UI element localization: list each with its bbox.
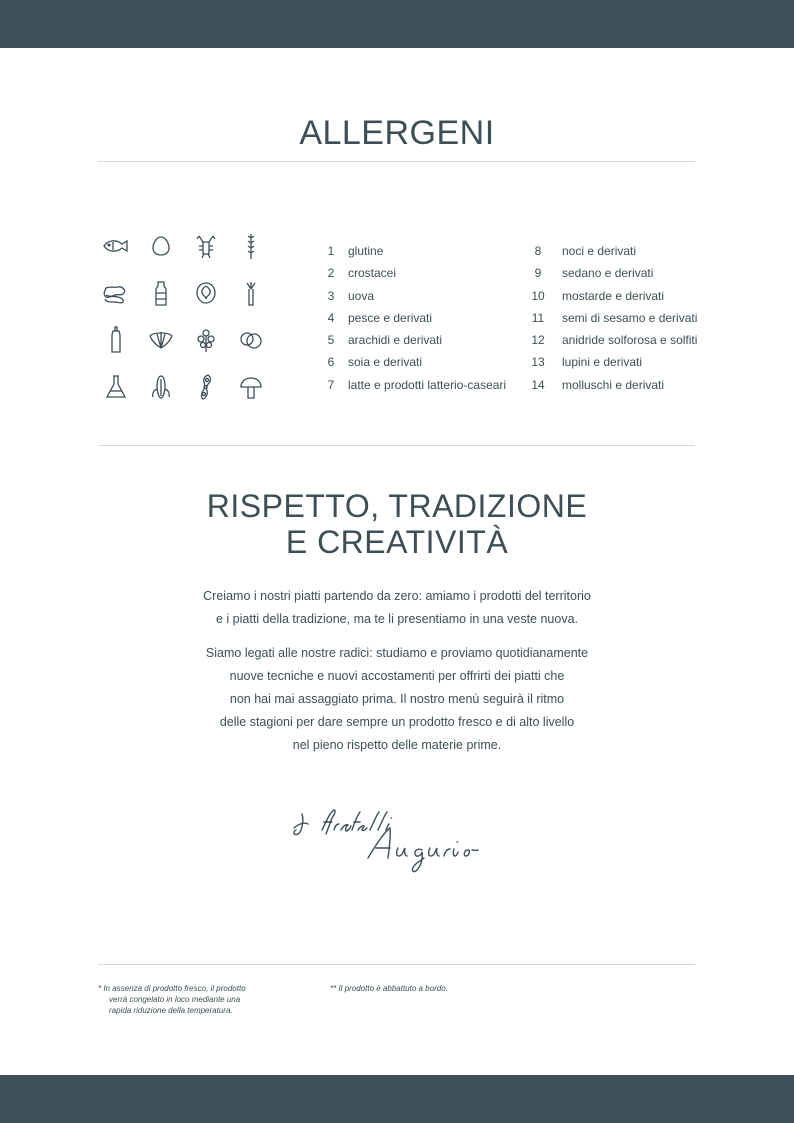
- allergens-title: ALLERGENI: [299, 114, 495, 152]
- divider: [98, 161, 695, 162]
- allergen-number: 6: [327, 355, 335, 370]
- allergen-number: 1: [327, 244, 335, 258]
- wheat-icon: [233, 228, 269, 264]
- allergen-number: 4: [327, 310, 335, 325]
- footnote-1: [98, 983, 288, 1016]
- allergen-list-item: [320, 374, 520, 396]
- allergen-label: soia e derivati: [348, 355, 423, 370]
- crustacean-icon: [188, 228, 224, 264]
- allergen-number: 14: [531, 377, 545, 392]
- allergen-label: latte e prodotti latterio-caseari: [348, 377, 507, 392]
- paragraph-line: Siamo legati alle nostre radici: studiamo e proviamo quotidianamente: [205, 646, 589, 660]
- signature: [288, 800, 508, 880]
- milk-bottle-icon: [143, 275, 179, 311]
- sesame-icon: [233, 322, 269, 358]
- allergen-label: uova: [348, 288, 375, 303]
- allergen-list-item: [320, 262, 520, 284]
- allergen-list-item: [320, 351, 520, 373]
- walnut-icon: [188, 275, 224, 311]
- corn-icon: [143, 369, 179, 405]
- celery-icon: [233, 275, 269, 311]
- allergen-label: pesce e derivati: [348, 310, 433, 325]
- allergen-number: 12: [531, 333, 545, 348]
- allergen-label: semi di sesamo e derivati: [562, 310, 698, 325]
- allergen-list-item: [527, 262, 697, 284]
- allergen-number: 9: [534, 266, 542, 281]
- allergen-label: molluschi e derivati: [562, 377, 665, 392]
- allergen-label: anidride solforosa e solfiti: [562, 333, 698, 348]
- allergen-label: noci e derivati: [562, 244, 637, 258]
- footnote-line: * In assenza di prodotto fresco, il prodotto: [98, 984, 246, 993]
- paragraph-line: e i piatti della tradizione, ma te li presentiamo in una veste nuova.: [215, 612, 578, 626]
- allergen-list-item: [527, 240, 697, 262]
- allergen-number: 3: [327, 288, 335, 303]
- allergen-list-item: [320, 285, 520, 307]
- allergen-number: 7: [327, 377, 335, 392]
- allergen-label: crostacei: [348, 266, 397, 281]
- intro-title-line: RISPETTO, TRADIZIONE: [206, 488, 588, 524]
- allergen-number: 11: [531, 310, 545, 325]
- paragraph-line: nuove tecniche e nuovi accostamenti per offrirti dei piatti che: [229, 669, 565, 683]
- footnote-line: rapida riduzione della temperatura.: [109, 1006, 233, 1015]
- allergen-number: 5: [327, 333, 335, 348]
- intro-paragraph-2: [0, 642, 794, 757]
- allergen-number: 8: [534, 244, 542, 258]
- allergen-number: 2: [327, 266, 335, 281]
- allergen-list-item: [527, 285, 697, 307]
- allergen-list-left: [320, 240, 520, 396]
- egg-icon: [143, 228, 179, 264]
- soy-pod-icon: [188, 369, 224, 405]
- footnote-2: ** Il prodotto è abbattuto a bordo.: [330, 984, 448, 993]
- allergen-label: glutine: [348, 244, 384, 258]
- allergen-label: lupini e derivati: [562, 355, 643, 370]
- paragraph-line: nel pieno rispetto delle materie prime.: [292, 738, 502, 752]
- allergen-list-item: [527, 351, 697, 373]
- paragraph-line: non hai mai assaggiato prima. Il nostro menù seguirà il ritmo: [229, 692, 565, 706]
- divider: [98, 964, 695, 965]
- paragraph-line: Creiamo i nostri piatti partendo da zero: amiamo i prodotti del territorio: [203, 589, 591, 603]
- allergen-list-item: [527, 374, 697, 396]
- allergen-list-item: [527, 329, 697, 351]
- allergen-label: sedano e derivati: [562, 266, 654, 281]
- sulphite-flask-icon: [98, 369, 134, 405]
- fish-icon: [98, 228, 134, 264]
- intro-paragraph-1: [0, 585, 794, 631]
- allergen-list-item: [320, 329, 520, 351]
- intro-title: [0, 488, 794, 560]
- paragraph-line: delle stagioni per dare sempre un prodotto fresco e di alto livello: [219, 715, 575, 729]
- mushroom-icon: [233, 369, 269, 405]
- allergen-list-item: [320, 240, 520, 262]
- allergen-list-item: [527, 307, 697, 329]
- allergen-list-right: [527, 240, 697, 396]
- allergen-list-item: [320, 307, 520, 329]
- allergen-number: 10: [531, 288, 545, 303]
- top-band: [0, 0, 794, 48]
- mustard-bottle-icon: [98, 322, 134, 358]
- intro-title-line: E CREATIVITÀ: [285, 524, 509, 560]
- peanut-icon: [98, 275, 134, 311]
- bottom-band: [0, 1075, 794, 1123]
- allergen-label: mostarde e derivati: [562, 288, 665, 303]
- lupin-icon: [188, 322, 224, 358]
- footnote-line: verrà congelato in loco mediante una: [109, 995, 241, 1004]
- allergen-icon-grid: [98, 228, 278, 408]
- mollusc-shell-icon: [143, 322, 179, 358]
- allergen-number: 13: [531, 355, 545, 370]
- allergen-label: arachidi e derivati: [348, 333, 443, 348]
- divider: [98, 445, 695, 446]
